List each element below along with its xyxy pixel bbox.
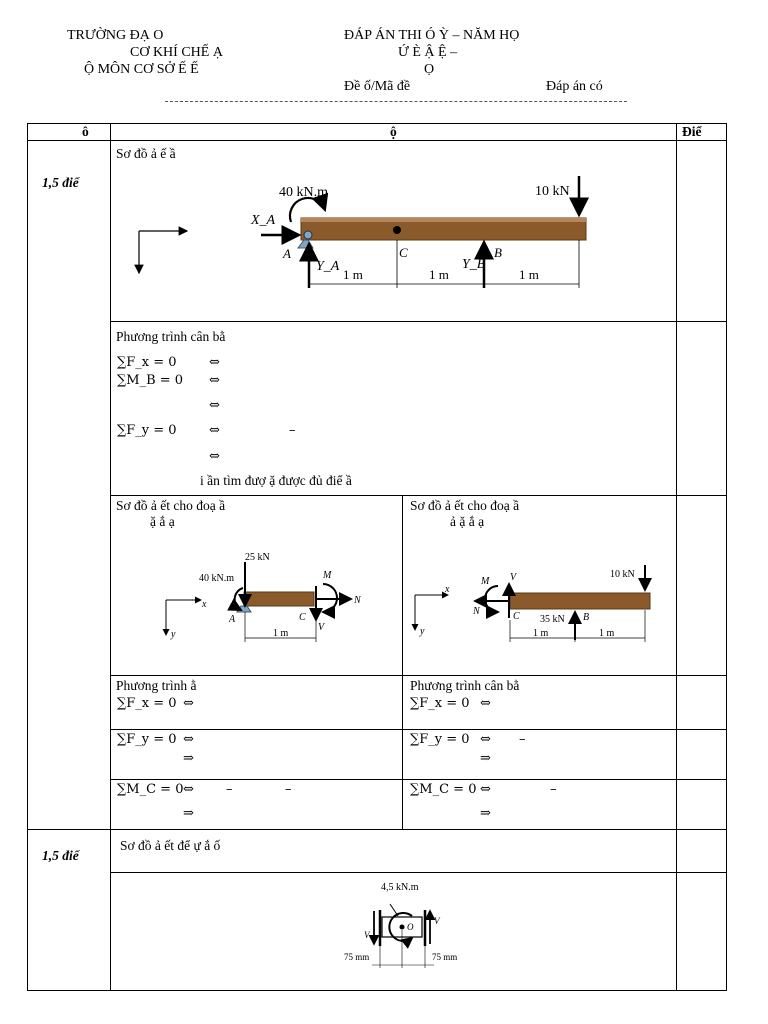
fig4-dim-2: 75 mm — [432, 952, 458, 962]
column-header-question: ô — [82, 124, 89, 139]
right-eq-fy-implies: ⇒ — [480, 751, 491, 766]
fig3-c-label: C — [513, 611, 520, 622]
left-eq-mc-implies: ⇒ — [183, 806, 194, 821]
fig1-dim-1: 1 m — [343, 267, 363, 282]
row3-right-title: Sơ đồ ả ết cho đoạ ầ — [410, 498, 520, 513]
right-eq-fy-minus: – — [519, 732, 526, 747]
fig1-force-label: 10 kN — [535, 184, 570, 199]
fig2-n-label: N — [354, 595, 361, 606]
fig3-v-label: V — [510, 572, 517, 583]
right-eq-mc: ∑M_C = 0 — [410, 782, 477, 797]
faculty-name: CƠ KHÍ CHẾ Ạ — [130, 45, 223, 60]
fig1-a-label: A — [283, 246, 291, 261]
left-eq-fx-iff: ⇔ — [183, 696, 194, 711]
fig1-yb-label: Y_B — [462, 257, 486, 272]
fig2-y-label: y — [171, 629, 176, 640]
equilibrium-fy: ∑F_y = 0 — [117, 423, 177, 438]
header-divider — [165, 101, 627, 102]
row3-left-title-2: ặ ắ ạ — [150, 514, 175, 529]
left-eq-fy-iff: ⇔ — [183, 732, 194, 747]
fig2-force-label: 25 kN — [245, 552, 270, 563]
school-name: TRƯỜNG ĐẠ O — [67, 28, 164, 43]
exam-code: Đề ố/Mã đề — [344, 79, 411, 94]
fig4-v2-label: V — [434, 916, 440, 926]
equilibrium-iff-2: ⇔ — [209, 373, 220, 388]
row2-title: Phương trình cân bằ — [116, 329, 226, 344]
fig2-dim: 1 m — [273, 628, 289, 639]
exam-subtitle-2: Ọ — [424, 62, 435, 77]
free-body-diagram-beam — [111, 160, 676, 320]
fig1-xa-label: X_A — [251, 213, 276, 228]
equilibrium-fx: ∑F_x = 0 — [117, 355, 177, 370]
left-eq-mc: ∑M_C = 0 — [117, 782, 184, 797]
fig1-dim-2: 1 m — [429, 267, 449, 282]
row1-title: Sơ đồ ả ế ầ — [116, 146, 176, 161]
fig4-moment-label: 4,5 kN.m — [381, 882, 419, 893]
fig4-o-label: O — [407, 922, 414, 932]
right-eq-fy: ∑F_y = 0 — [410, 732, 470, 747]
fig2-v-label: V — [318, 622, 325, 633]
fig3-reaction-label: 35 kN — [540, 614, 565, 625]
row2-note: i ần tìm đượ ặ được đủ điể ầ — [200, 473, 352, 488]
fig2-moment-label: 40 kN.m — [199, 573, 234, 584]
fig4-dim-1: 75 mm — [344, 952, 370, 962]
left-eq-fy: ∑F_y = 0 — [117, 732, 177, 747]
row4-left-title: Phương trình ằ — [116, 678, 197, 693]
left-eq-mc-minus-2: – — [285, 782, 292, 797]
fig2-a-label: A — [229, 614, 236, 625]
question-1-score: 1,5 điể — [42, 175, 79, 190]
equilibrium-mb: ∑M_B = 0 — [117, 373, 184, 388]
equilibrium-minus: – — [289, 423, 296, 438]
row5-title: Sơ đồ ả ết để ự ắ ố — [120, 838, 221, 853]
right-eq-mc-minus: – — [550, 782, 557, 797]
fig3-force-label: 10 kN — [610, 569, 635, 580]
equilibrium-iff-4: ⇔ — [209, 423, 220, 438]
fig3-y-label: y — [420, 626, 425, 637]
fig1-b-label: B — [494, 245, 502, 260]
fig1-c-label: C — [399, 245, 408, 260]
fig2-m-label: M — [323, 570, 332, 581]
answer-note: Đáp án có — [546, 79, 603, 94]
fig1-moment-label: 40 kN.m — [279, 185, 328, 200]
fig3-m-label: M — [481, 576, 490, 587]
exam-title: ĐÁP ÁN THI Ó Ỳ – NĂM HỌ — [344, 28, 520, 43]
fig1-dim-3: 1 m — [519, 267, 539, 282]
fig3-dim-1: 1 m — [533, 628, 549, 639]
column-header-score: Điể — [682, 124, 702, 139]
right-eq-mc-implies: ⇒ — [480, 806, 491, 821]
right-eq-fy-iff: ⇔ — [480, 732, 491, 747]
fig4-v1-label: V — [364, 930, 370, 940]
right-eq-fx-iff: ⇔ — [480, 696, 491, 711]
equilibrium-iff-3: ⇔ — [209, 398, 220, 413]
exam-subtitle: Ứ È Ậ Ệ – — [398, 45, 458, 60]
row3-left-title: Sơ đồ ả ết cho đoạ ầ — [116, 498, 226, 513]
fig3-n-label: N — [473, 606, 480, 617]
question-2-score: 1,5 điể — [42, 848, 79, 863]
row4-right-title: Phương trình cân bằ — [410, 678, 520, 693]
left-eq-fy-implies: ⇒ — [183, 751, 194, 766]
fig1-ya-label: Y_A — [316, 259, 340, 274]
left-eq-mc-iff: ⇔ — [183, 782, 194, 797]
right-eq-mc-iff: ⇔ — [480, 782, 491, 797]
left-eq-mc-minus-1: – — [226, 782, 233, 797]
equilibrium-iff-1: ⇔ — [209, 355, 220, 370]
fig3-dim-2: 1 m — [599, 628, 615, 639]
fig2-x-label: x — [202, 599, 207, 610]
fig2-c-label: C — [299, 612, 306, 623]
row3-right-title-2: ả ặ ắ ạ — [450, 514, 485, 529]
free-body-diagram-segment-cd — [403, 540, 675, 675]
column-header-content: ộ — [390, 124, 397, 139]
equilibrium-iff-5: ⇔ — [209, 449, 220, 464]
free-body-diagram-element — [330, 876, 480, 986]
left-eq-fx: ∑F_x = 0 — [117, 696, 177, 711]
right-eq-fx: ∑F_x = 0 — [410, 696, 470, 711]
department-name: Ộ MÔN CƠ SỞ Ế Ế — [84, 62, 199, 77]
fig3-x-label: x — [445, 584, 450, 595]
free-body-diagram-segment-ac — [111, 540, 401, 675]
fig3-b-label: B — [583, 612, 590, 623]
